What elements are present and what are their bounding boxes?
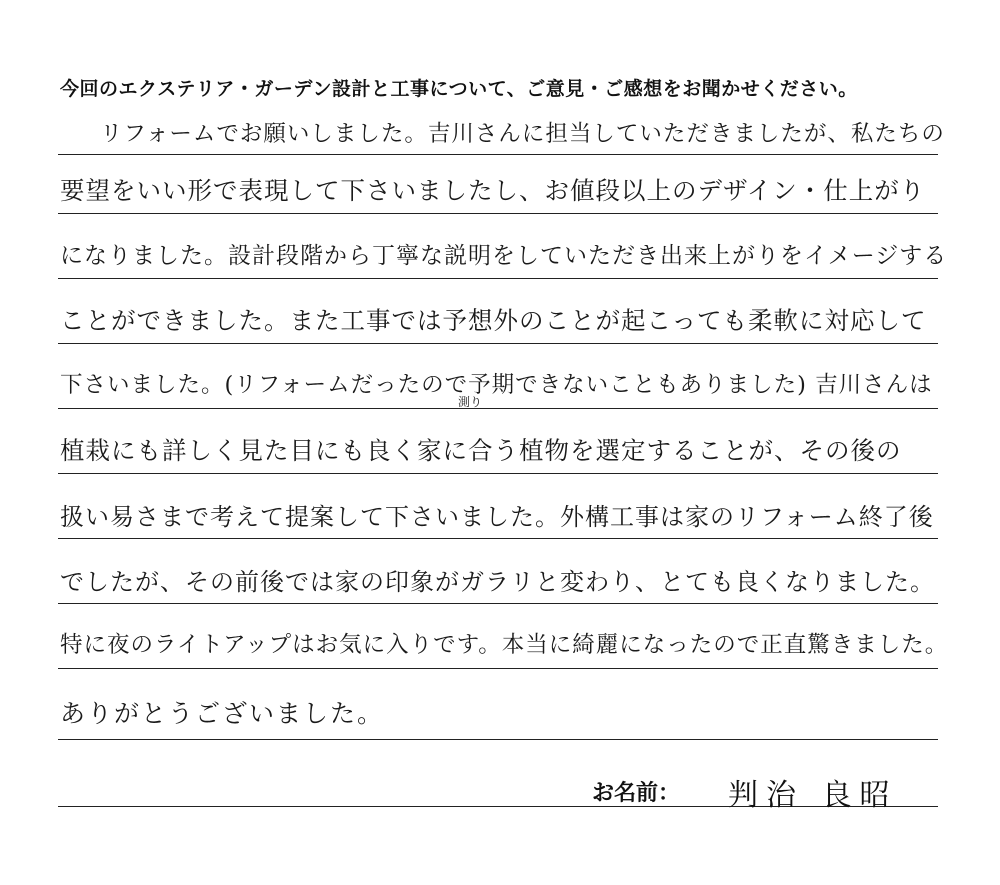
comment-line: でしたが、その前後では家の印象がガラリと変わり、とても良くなりました。 xyxy=(60,568,935,596)
comment-line: ありがとうございました。 xyxy=(60,699,385,728)
ruled-line xyxy=(58,408,938,409)
ruled-line xyxy=(58,213,938,214)
comment-line: 扱い易さまで考えて提案して下さいました。外構工事は家のリフォーム終了後 xyxy=(60,503,934,531)
signature-name: 判治 良昭 xyxy=(728,778,898,813)
ruled-line xyxy=(58,739,938,740)
comment-line: 特に夜のライトアップはお気に入りです。本当に綺麗になったので正直驚きました。 xyxy=(60,632,949,658)
comment-line: ことができました。また工事では予想外のことが起こっても柔軟に対応して xyxy=(60,306,927,335)
name-label: お名前： xyxy=(592,781,681,806)
form-heading: 今回のエクステリア・ガーデン設計と工事について、ご意見・ご感想をお聞かせください。 xyxy=(60,78,858,100)
comment-line: リフォームでお願いしました。吉川さんに担当していただきましたが、私たちの xyxy=(100,121,945,147)
ruled-line xyxy=(58,473,938,474)
ruled-line xyxy=(58,538,938,539)
comment-line: 要望をいい形で表現して下さいましたし、お値段以上のデザイン・仕上がり xyxy=(60,176,926,205)
ruled-line xyxy=(58,343,938,344)
comment-line: 下さいました。(リフォームだったので予期できないこともありました) 吉川さんは xyxy=(60,372,933,398)
correction-note: 測り xyxy=(458,395,483,409)
ruled-line xyxy=(58,154,938,155)
ruled-line xyxy=(58,278,938,279)
ruled-line xyxy=(58,603,938,604)
ruled-line xyxy=(58,668,938,669)
comment-line: になりました。設計段階から丁寧な説明をしていただき出来上がりをイメージする xyxy=(60,243,948,269)
comment-line: 植栽にも詳しく見た目にも良く家に合う植物を選定することが、その後の xyxy=(60,436,902,465)
